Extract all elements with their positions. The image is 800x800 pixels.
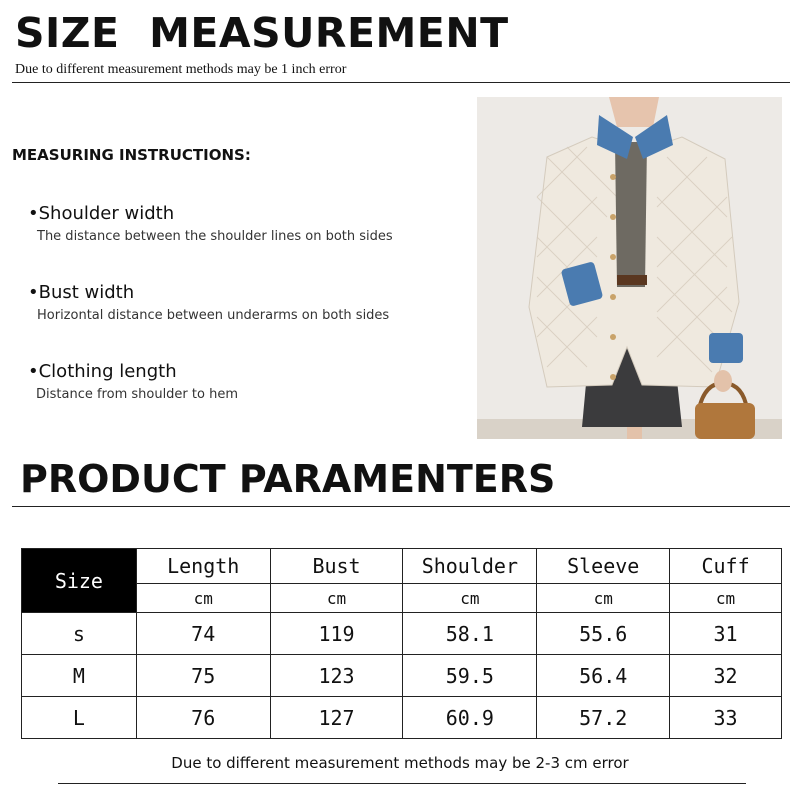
size-table — [21, 548, 782, 739]
cuff-right-shape — [709, 333, 743, 363]
instruction-title-length: •Clothing length — [28, 361, 177, 382]
value-cell: 119 — [270, 613, 403, 655]
column-header-sleeve: Sleeve — [537, 549, 670, 584]
unit-cell: cm — [136, 584, 270, 613]
table-row — [22, 613, 782, 655]
value-cell: 60.9 — [403, 697, 537, 739]
size-cell: M — [22, 655, 137, 697]
unit-cell: cm — [270, 584, 403, 613]
value-cell: 127 — [270, 697, 403, 739]
size-cell: L — [22, 697, 137, 739]
page-title: SIZE MEASUREMENT — [15, 9, 509, 57]
column-header-shoulder: Shoulder — [403, 549, 537, 584]
instruction-title-shoulder: •Shoulder width — [28, 203, 175, 224]
instruction-desc-bust: Horizontal distance between underarms on both sides — [37, 308, 390, 323]
table-header-row — [22, 549, 782, 584]
handbag-shape — [695, 403, 755, 439]
divider-top — [12, 82, 790, 83]
table-row — [22, 655, 782, 697]
value-cell: 59.5 — [403, 655, 537, 697]
value-cell: 75 — [136, 655, 270, 697]
column-header-cuff: Cuff — [670, 549, 782, 584]
unit-cell: cm — [670, 584, 782, 613]
value-cell: 55.6 — [537, 613, 670, 655]
instruction-desc-shoulder: The distance between the shoulder lines on both sides — [37, 229, 393, 244]
unit-cell: cm — [537, 584, 670, 613]
column-header-length: Length — [136, 549, 270, 584]
value-cell: 56.4 — [537, 655, 670, 697]
value-cell: 57.2 — [537, 697, 670, 739]
table-row — [22, 697, 782, 739]
value-cell: 33 — [670, 697, 782, 739]
divider-bottom — [58, 783, 746, 784]
size-header-cell: Size — [22, 549, 137, 613]
column-header-bust: Bust — [270, 549, 403, 584]
instruction-desc-length: Distance from shoulder to hem — [36, 387, 238, 402]
instructions-heading: MEASURING INSTRUCTIONS: — [12, 146, 251, 164]
value-cell: 123 — [270, 655, 403, 697]
table-unit-row — [22, 584, 782, 613]
page-subtitle: Due to different measurement methods may be 1 inch error — [15, 62, 347, 77]
product-photo — [477, 97, 782, 439]
measurement-note: Due to different measurement methods may be 2-3 cm error — [171, 754, 629, 772]
product-heading: PRODUCT PARAMENTERS — [20, 457, 556, 501]
value-cell: 58.1 — [403, 613, 537, 655]
instruction-title-bust: •Bust width — [28, 282, 135, 303]
divider-middle — [12, 506, 790, 507]
model-illustration — [477, 97, 782, 439]
value-cell: 32 — [670, 655, 782, 697]
value-cell: 74 — [136, 613, 270, 655]
value-cell: 76 — [136, 697, 270, 739]
size-cell: s — [22, 613, 137, 655]
unit-cell: cm — [403, 584, 537, 613]
value-cell: 31 — [670, 613, 782, 655]
